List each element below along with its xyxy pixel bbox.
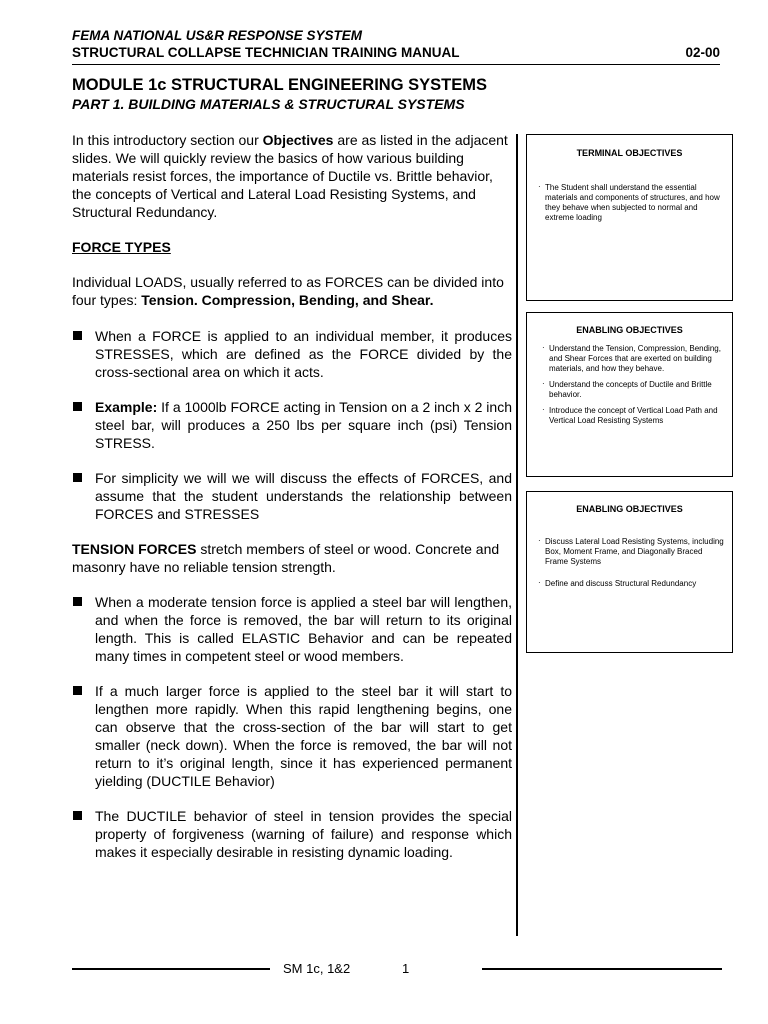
force-bullet-list [72,327,512,523]
header-manual-title-text: STRUCTURAL COLLAPSE TECHNICIAN TRAINING MANUAL [72,45,460,60]
list-item-text: When a moderate tension force is applied a steel bar will lengthen, and when the force is removed, the bar will return to its original length. This is called ELASTIC Behavior and can be repeated many times in competent steel or wood members. [95,594,512,664]
main-text-column [72,131,512,861]
force-types-paragraph [72,273,512,309]
slide-list [536,183,724,223]
column-divider [516,134,518,936]
slide-list [540,344,724,426]
list-item [72,327,512,381]
slide-list-item: · The Student shall understand the essential materials and components of structures, and how they behave when subjected to normal and extreme loading [536,183,724,223]
list-item-text: If a 1000lb FORCE acting in Tension on a 2 inch x 2 inch steel bar, will produces a 250 lbs per square inch (psi) Tension STRESS. [95,399,512,451]
list-item [72,682,512,790]
list-item [72,398,512,452]
intro-text-1: In this introductory section our [72,132,263,148]
header-rule [72,64,720,65]
slide-terminal-objectives [526,134,733,301]
force-types-text: Individual LOADS, usually referred to as FORCES can be divided into four types: [72,274,504,308]
slide-title: ENABLING OBJECTIVES [576,504,683,514]
page-header [72,27,720,61]
tension-text: stretch members of steel or wood. Concrete and masonry have no reliable tension strength. [72,541,500,575]
list-item-bold: Example: [95,399,158,415]
slide-list-item: · Introduce the concept of Vertical Load Path and Vertical Load Resisting Systems [540,406,724,426]
tension-paragraph [72,540,512,576]
tension-bold: TENSION FORCES [72,541,197,557]
intro-bold: Objectives [262,132,334,148]
slide-list-item: · Discuss Lateral Load Resisting Systems, including Box, Moment Frame, and Diagonally Braced Frame Systems [536,537,724,567]
intro-paragraph [72,131,512,221]
header-manual-title [72,44,720,61]
slide-list [536,537,724,589]
list-item-text: For simplicity we will we will discuss the effects of FORCES, and assume that the student understands the relationship between FORCES and STRESSES [95,470,512,522]
force-types-heading: FORCE TYPES [72,239,171,255]
slide-list-item: · Define and discuss Structural Redundancy [536,579,724,589]
module-title: MODULE 1c STRUCTURAL ENGINEERING SYSTEMS [72,76,487,94]
slide-enabling-objectives-2 [526,491,733,653]
list-item-text: When a FORCE is applied to an individual member, it produces STRESSES, which are defined as the FORCE divided by the cross-sectional area on which it acts. [95,328,512,380]
slide-enabling-objectives-1 [526,312,733,477]
list-item-text: The DUCTILE behavior of steel in tension provides the special property of forgiveness (warning of failure) and response which makes it especially desirable in resisting dynamic loading. [95,808,512,860]
slide-list-item: · Understand the Tension, Compression, Bending, and Shear Forces that are exerted on building materials, and how they behave. [540,344,724,374]
footer-section-label: SM 1c, 1&2 [283,961,351,976]
header-system-name: FEMA NATIONAL US&R RESPONSE SYSTEM [72,28,363,43]
force-types-bold: Tension. Compression, Bending, and Shear. [141,292,434,308]
part-title: PART 1. BUILDING MATERIALS & STRUCTURAL SYSTEMS [72,96,465,112]
list-item [72,469,512,523]
slide-title: TERMINAL OBJECTIVES [576,148,683,158]
footer-page-number: 1 [402,961,410,976]
tension-bullet-list [72,593,512,861]
list-item [72,593,512,665]
list-item-text: If a much larger force is applied to the steel bar it will start to lengthen more rapidly. When this rapid lengthening begins, one can observe that the cross-section of the bar will start to get smaller (neck down). When the force is removed, the bar will not return to it’s original length, since it has experienced permanent yielding (DUCTILE Behavior) [95,683,512,789]
header-revision-code: 02-00 [685,45,720,60]
intro-text-2: are as listed in the adjacent slides. We will quickly review the basics of how various building materials resist forces, the importance of Ductile vs. Brittle behavior, the concepts of Vertical and Lateral Load Resisting Systems, and Structural Redundancy. [72,132,508,220]
slide-list-item: · Understand the concepts of Ductile and Brittle behavior. [540,380,724,400]
list-item [72,807,512,861]
footer-rule-left [72,968,270,970]
slide-title: ENABLING OBJECTIVES [576,325,683,335]
footer-rule-right [482,968,722,970]
